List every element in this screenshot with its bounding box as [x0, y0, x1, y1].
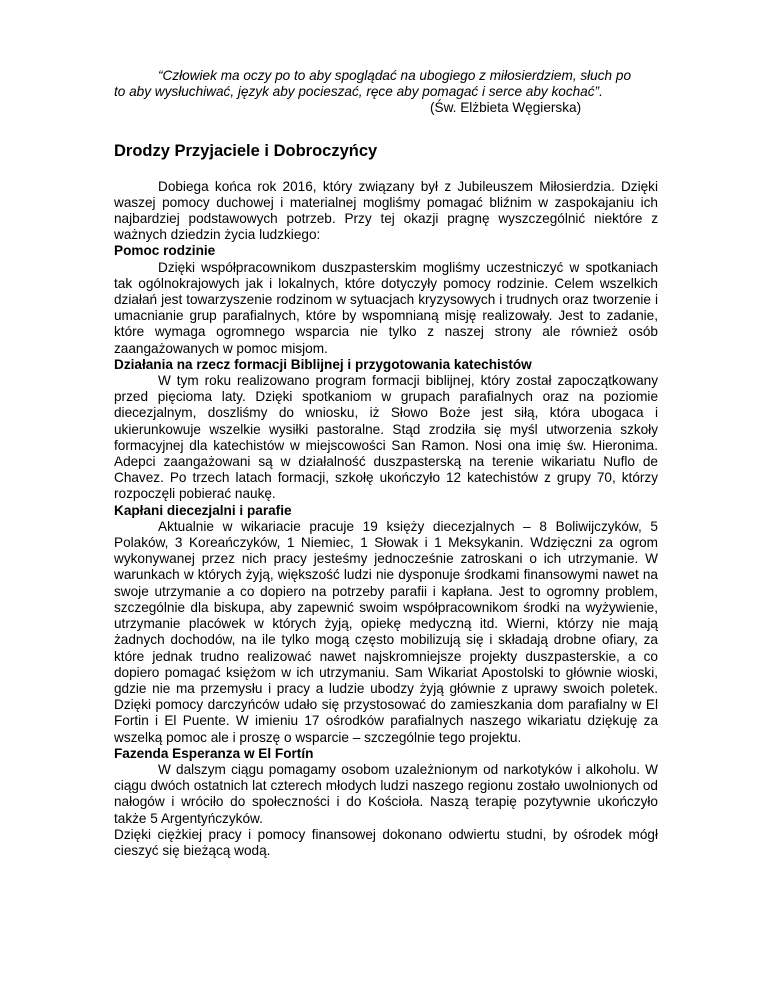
section-heading: Fazenda Esperanza w El Fortín	[114, 745, 314, 761]
opening-quote	[114, 68, 658, 117]
section-paragraph: Dzięki współpracownikom duszpasterskim mogliśmy uczestniczyć w spotkaniach tak ogólnokrajowych jak i lokalnych, które dotyczyły pomocy rodzinie. Celem wszelkich działań jest towarzyszenie rodzinom w sytuacjach kryzysowych i trudnych oraz tworzenie i umacnianie grup parafialnych, które by wspomnianą misję realizowały. Jest to zadanie, które wymaga ogromnego wsparcia nie tylko z naszej strony ale również osób zaangażowanych w pomoc misjom.	[114, 259, 658, 356]
section-heading: Pomoc rodzinie	[114, 243, 216, 259]
quote-line-2: to aby wysłuchiwać, język aby pocieszać, ręce aby pomagać i serce aby kochać”.	[114, 84, 603, 100]
intro-paragraph: Dobiega końca rok 2016, który związany był z Jubileuszem Miłosierdzia. Dzięki waszej pomocy duchowej i materialnej mogliśmy pomagać bliźnim w zaspokajaniu ich najbardziej podstawowych potrzeb. Przy tej okazji pragnę wyszczególnić niektóre z ważnych dziedzin życia ludzkiego:	[114, 178, 658, 243]
quote-line-1: “Człowiek ma oczy po to aby spoglądać na ubogiego z miłosierdziem, słuch po	[158, 68, 632, 83]
section-family-support	[114, 243, 658, 356]
section-paragraph: Aktualnie w wikariacie pracuje 19 księży diecezjalnych – 8 Boliwijczyków, 5 Polaków, 3 Koreańczyków, 1 Niemiec, 1 Słowak i 1 Meksykanin. Wdzięczni za ogrom wykonywanej przez nich pracy jesteśmy jednocześnie zatroskani o ich utrzymanie. W warunkach w których żyją, większość ludzi nie dysponuje środkami finansowymi nawet na swoje utrzymanie a co dopiero na potrzeby parafii i kapłana. Jest to ogromny problem, szczególnie dla biskupa, aby zapewnić swoim współpracownikom środki na wyżywienie, utrzymanie placówek w których żyją, opiekę medyczną itd. Wierni, którzy nie mają żadnych dochodów, na ile tylko mogą często mobilizują się i składają drobne ofiary, za które jednak trudno realizować nawet najskromniejsze projekty duszpasterskie, a co dopiero pomagać księżom w ich utrzymaniu. Sam Wikariat Apostolski to głównie wioski, gdzie nie ma przemysłu i pracy a ludzie ubodzy żyją głównie z uprawy swoich poletek. Dzięki pomocy darczyńców udało się przystosować do zamieszkania dom parafialny w El Fortin i El Puente. W imieniu 17 ośrodków parafialnych naszego wikariatu dziękuję za wszelką pomoc ale i proszę o wsparcie – szczególnie tego projektu.	[114, 518, 658, 745]
letter-title: Drodzy Przyjaciele i Dobroczyńcy	[114, 141, 378, 160]
section-biblical-formation	[114, 357, 658, 503]
document-page	[114, 68, 658, 859]
section-diocesan-priests	[114, 503, 658, 746]
quote-attribution: (Św. Elżbieta Węgierska)	[430, 100, 582, 116]
section-heading: Kapłani diecezjalni i parafie	[114, 502, 292, 518]
section-heading: Działania na rzecz formacji Biblijnej i przygotowania katechistów	[114, 356, 532, 372]
section-fazenda-esperanza	[114, 746, 658, 859]
section-paragraph: W dalszym ciągu pomagamy osobom uzależnionym od narkotyków i alkoholu. W ciągu dwóch ostatnich lat czterech młodych ludzi naszego regionu zostało uwolnionych od nałogów i wróciło do społeczności i do Kościoła. Naszą terapię pozytywnie ukończyło także 5 Argentyńczyków.	[114, 761, 658, 826]
section-paragraph: W tym roku realizowano program formacji biblijnej, który został zapoczątkowany przed pięcioma laty. Dzięki spotkaniom w grupach parafialnych oraz na poziomie diecezjalnym, doszliśmy do wniosku, iż Słowo Boże jest siłą, która ubogaca i ukierunkowuje wszelkie wysiłki pastoralne. Stąd zrodziła się myśl utworzenia szkoły formacyjnej dla katechistów w miejscowości San Ramon. Nosi ona imię św. Hieronima. Adepci zaangażowani są w działalność duszpasterską na terenie wikariatu Nuflo de Chavez. Po trzech latach formacji, szkołę ukończyło 12 katechistów z grupy 70, którzy rozpoczęli pobierać naukę.	[114, 373, 658, 502]
section-closing-paragraph: Dzięki ciężkiej pracy i pomocy finansowej dokonano odwiertu studni, by ośrodek mógł cieszyć się bieżącą wodą.	[114, 826, 658, 858]
